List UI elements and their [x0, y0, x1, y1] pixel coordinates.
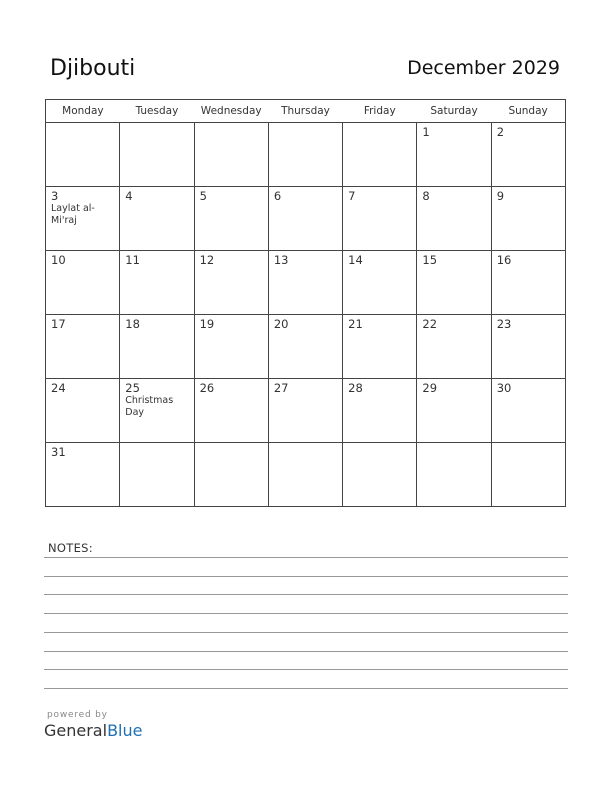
day-cell — [194, 251, 268, 315]
day-cell — [46, 187, 120, 251]
day-cell — [194, 123, 268, 187]
day-cell — [194, 187, 268, 251]
day-cell — [120, 123, 194, 187]
day-number: 4 — [125, 189, 133, 203]
day-number: 28 — [348, 381, 363, 395]
day-number: 5 — [199, 189, 207, 203]
day-cell — [417, 443, 491, 507]
day-cell — [491, 187, 565, 251]
day-number: 25 — [125, 381, 140, 395]
day-number: 22 — [422, 317, 438, 331]
day-cell — [120, 443, 194, 507]
day-number: 19 — [199, 317, 215, 331]
day-number: 21 — [348, 317, 363, 331]
day-cell — [417, 187, 491, 251]
day-cell — [417, 251, 491, 315]
day-number: 10 — [51, 253, 66, 267]
day-cell — [120, 251, 194, 315]
powered-by-text: powered by — [47, 710, 108, 720]
day-cell — [194, 315, 268, 379]
week-row — [46, 187, 566, 251]
day-number: 14 — [348, 253, 363, 267]
note-line — [44, 632, 568, 633]
day-number: 7 — [348, 189, 356, 203]
week-row — [46, 123, 566, 187]
day-number: 2 — [496, 125, 505, 139]
day-number: 15 — [422, 253, 438, 267]
brand-general: General — [44, 721, 108, 740]
day-number: 24 — [51, 381, 66, 395]
day-cell — [343, 315, 417, 379]
day-number: 11 — [125, 253, 140, 267]
day-cell — [268, 443, 342, 507]
day-number: 20 — [273, 317, 289, 331]
day-number: 31 — [51, 445, 66, 459]
country-title: Djibouti — [50, 56, 136, 81]
day-cell — [120, 187, 194, 251]
weekday-header: Friday — [343, 100, 417, 123]
day-number: 26 — [199, 381, 215, 395]
day-number: 8 — [422, 189, 430, 203]
day-cell — [120, 379, 194, 443]
day-number: 30 — [496, 381, 512, 395]
note-line — [44, 688, 568, 689]
day-cell — [417, 315, 491, 379]
day-number: 9 — [496, 189, 505, 203]
day-cell — [491, 123, 565, 187]
note-line — [44, 669, 568, 670]
brand-blue: Blue — [107, 721, 143, 740]
day-cell — [268, 251, 342, 315]
day-cell — [343, 379, 417, 443]
calendar-grid — [45, 99, 566, 507]
day-number: 17 — [51, 317, 66, 331]
day-cell — [343, 251, 417, 315]
day-number: 23 — [496, 317, 512, 331]
week-row — [46, 443, 566, 507]
generalblue-logo — [44, 721, 142, 740]
weekday-header: Sunday — [491, 100, 565, 123]
month-year-title: December 2029 — [407, 57, 560, 79]
day-cell — [343, 187, 417, 251]
holiday-label: Christmas Day — [125, 395, 174, 418]
day-number: 12 — [199, 253, 215, 267]
weekday-header: Thursday — [268, 100, 342, 123]
day-cell — [268, 187, 342, 251]
weekday-header: Monday — [46, 100, 120, 123]
note-line — [44, 557, 568, 558]
day-cell — [194, 443, 268, 507]
day-number: 1 — [422, 125, 430, 139]
day-cell — [46, 123, 120, 187]
day-cell — [417, 123, 491, 187]
notes-label: NOTES: — [48, 541, 93, 555]
day-number: 27 — [273, 381, 289, 395]
day-cell — [343, 123, 417, 187]
day-cell — [491, 315, 565, 379]
day-cell — [417, 379, 491, 443]
day-cell — [46, 379, 120, 443]
day-cell — [491, 379, 565, 443]
day-cell — [268, 379, 342, 443]
week-row — [46, 251, 566, 315]
week-row — [46, 379, 566, 443]
day-number: 18 — [125, 317, 140, 331]
day-number: 29 — [422, 381, 438, 395]
weekday-header-row — [46, 100, 566, 123]
day-cell — [343, 443, 417, 507]
day-cell — [46, 315, 120, 379]
weekday-header: Tuesday — [120, 100, 194, 123]
day-cell — [268, 315, 342, 379]
day-cell — [491, 443, 565, 507]
week-row — [46, 315, 566, 379]
day-cell — [46, 251, 120, 315]
day-cell — [120, 315, 194, 379]
holiday-label: Laylat al-Mi'raj — [51, 203, 95, 226]
day-cell — [268, 123, 342, 187]
day-number: 16 — [496, 253, 512, 267]
day-number: 3 — [51, 189, 59, 203]
weekday-header: Saturday — [417, 100, 491, 123]
day-cell — [491, 251, 565, 315]
day-number: 13 — [273, 253, 289, 267]
note-line — [44, 594, 568, 595]
day-cell — [46, 443, 120, 507]
note-line — [44, 651, 568, 652]
note-line — [44, 613, 568, 614]
day-cell — [194, 379, 268, 443]
day-number: 6 — [273, 189, 282, 203]
note-line — [44, 576, 568, 577]
weekday-header: Wednesday — [194, 100, 268, 123]
